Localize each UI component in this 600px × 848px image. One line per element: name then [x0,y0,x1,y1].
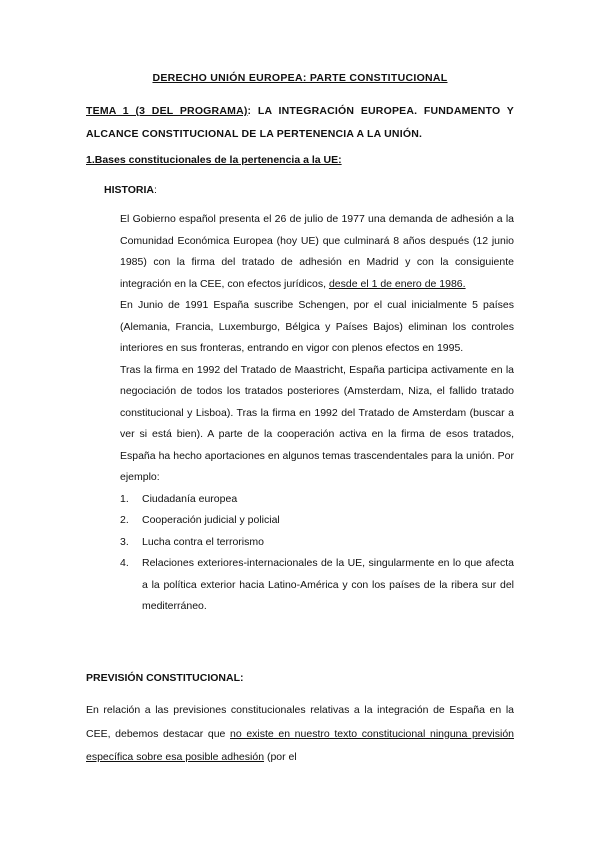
tema-heading [86,100,514,146]
list-item-text: Cooperación judicial y policial [142,514,280,526]
list-item-text: Lucha contra el terrorismo [142,535,264,548]
list-item-number: 1. [120,492,129,505]
section-heading: 1.Bases constitucionales de la pertenencia a la UE: [86,154,342,166]
list-item [120,553,514,618]
paragraph-3: Tras la firma en 1992 del Tratado de Maastricht, España participa activamente en la negociación de todos los tratados posteriores (Amsterdam, Niza, el fallido tratado constitucional y Lisboa). Tras la firma en 1992 del Tratado de Amsterdam (buscar a ver si está bien). A parte de la cooperación activa en la firma de esos tratados, España ha hecho aportaciones en algunos temas trascendentales para la unión. Por ejemplo: [120,363,514,483]
prevision-underlined: no existe en nuestro texto constitucional ninguna previsión específica sobre esa posible adhesión [86,727,514,763]
historia-body [120,209,514,618]
numbered-list [120,489,514,618]
paragraph-1-underlined: desde el 1 de enero de 1986. [328,277,466,290]
list-item-text: Ciudadanía europea [142,492,238,505]
list-item-text: Relaciones exteriores-internacionales de la UE, singularmente en lo que afecta a la política exterior hacia Latino-América y con los países de la ribera sur del mediterráneo. [142,557,514,612]
prevision-paragraph [86,699,514,770]
paragraph-1 [120,209,514,295]
prevision-tail: (por el [264,751,297,763]
document-title: DERECHO UNIÓN EUROPEA: PARTE CONSTITUCIONAL [152,72,448,84]
paragraph-2: En Junio de 1991 España suscribe Schengen, por el cual inicialmente 5 países (Alemania, Francia, Luxemburgo, Bélgica y Países Bajos) eliminan los controles interiores en sus fronteras, entrando en vigor con plenos efectos en 1995. [120,299,514,354]
list-item [120,510,514,532]
list-item-number: 3. [120,535,129,548]
paragraph-1-text: El Gobierno español presenta el 26 de julio de 1977 una demanda de adhesión a la Comunidad Económica Europea (hoy UE) que culminará 8 años después (12 junio 1985) con la firma del tratado de adhesión en Madrid y con la consiguiente integración en la CEE, con efectos jurídicos, [120,213,514,290]
tema-label: TEMA 1 (3 DEL PROGRAMA) [86,105,248,117]
historia-label: HISTORIA [104,184,154,196]
tema-text: : LA INTEGRACIÓN EUROPEA. FUNDAMENTO Y ALCANCE CONSTITUCIONAL DE LA PERTENENCIA A LA UNIÓN. [86,105,514,140]
list-item [120,532,514,554]
prevision-heading: PREVISIÓN CONSTITUCIONAL: [86,672,244,684]
historia-heading [104,184,157,196]
list-item-number: 4. [120,557,129,569]
historia-colon: : [153,184,157,196]
list-item [120,489,514,511]
list-item-number: 2. [120,514,129,526]
prevision-text: En relación a las previsiones constitucionales relativas a la integración de España en la CEE, debemos destacar que [86,704,514,740]
